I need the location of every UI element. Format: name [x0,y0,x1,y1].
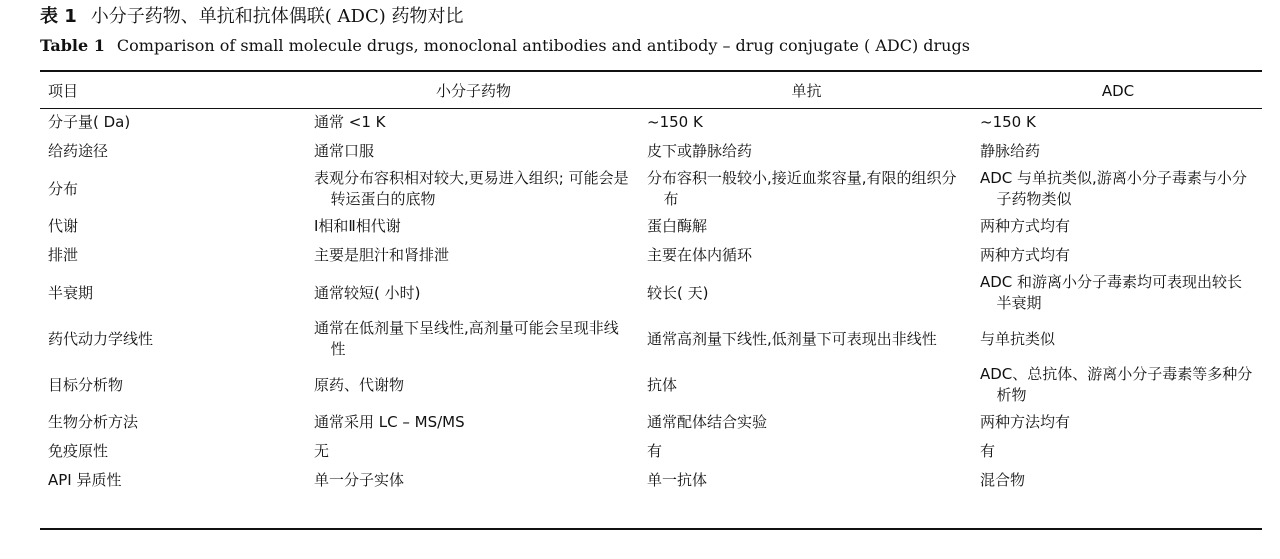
table-row [40,437,1262,466]
table-row [40,466,1262,495]
mab-cell [639,166,972,212]
mab-cell: 皮下或静脉给药 [647,142,753,160]
adc-cell [972,166,1262,212]
table-row [40,316,1262,362]
small-molecule-cell: 通常较短( 小时) [314,283,421,302]
mab-cell: ~150 K [647,113,703,131]
small-molecule-cell: 单一分子实体 [314,471,405,489]
column-header-mab: 单抗 [791,81,822,100]
table-label-chinese: 表 1 [40,6,77,27]
adc-cell [972,270,1262,316]
cell-text: ADC 与单抗类似,游离小分子毒素与小分子药物类似 [980,169,1247,208]
small-molecule-cell: Ⅰ相和Ⅱ相代谢 [314,217,401,235]
table-row [40,241,1262,270]
table-title-english: Comparison of small molecule drugs, monoclonal antibodies and antibody – drug conjugate ( ADC) drugs [116,36,970,55]
adc-cell: 静脉给药 [980,142,1041,160]
row-label-cell: 排泄 [48,246,79,264]
table-header-row [40,74,1262,108]
adc-cell: 两种方式均有 [980,246,1071,264]
comparison-table [40,74,1262,495]
table-label-english: Table 1 [40,36,105,55]
table-caption-english [40,35,970,57]
cell-text: 分布容积一般较小,接近血浆容量,有限的组织分布 [647,169,957,208]
adc-cell: ~150 K [980,113,1036,131]
row-label-cell: API 异质性 [48,471,122,489]
row-label-cell: 目标分析物 [48,375,124,394]
table-row [40,362,1262,408]
row-label-cell: 分子量( Da) [48,113,131,131]
small-molecule-cell: 通常口服 [314,142,375,160]
row-label-cell: 生物分析方法 [48,413,139,431]
mab-cell: 主要在体内循环 [647,246,753,264]
table-row [40,212,1262,241]
adc-cell: 两种方式均有 [980,217,1071,235]
table-row [40,166,1262,212]
adc-cell: 有 [980,442,996,460]
column-header-small-molecule: 小分子药物 [435,81,511,100]
small-molecule-cell: 原药、代谢物 [314,375,405,394]
mab-cell [639,316,972,362]
small-molecule-cell [306,316,639,362]
small-molecule-cell [306,166,639,212]
row-label-cell: 免疫原性 [48,442,109,460]
row-label-cell: 给药途径 [48,142,109,160]
table-row [40,270,1262,316]
cell-text: ADC、总抗体、游离小分子毒素等多种分析物 [980,365,1253,404]
row-label-cell: 药代动力学线性 [48,329,154,348]
cell-text: ADC 和游离小分子毒素均可表现出较长半衰期 [980,273,1243,312]
mab-cell: 单一抗体 [647,471,708,489]
table-caption-chinese [40,5,464,29]
mab-cell: 有 [647,442,663,460]
table-row [40,108,1262,137]
row-label-cell: 分布 [48,179,79,198]
table-title-chinese: 小分子药物、单抗和抗体偶联( ADC) 药物对比 [90,6,464,27]
row-label-cell: 半衰期 [48,283,94,302]
adc-cell: 与单抗类似 [980,329,1056,348]
mab-cell: 较长( 天) [647,283,709,302]
adc-cell [972,362,1262,408]
column-header-adc: ADC [1101,81,1135,100]
cell-text: 通常高剂量下线性,低剂量下可表现出非线性 [647,329,937,348]
small-molecule-cell: 通常 <1 K [314,113,386,131]
table-row [40,408,1262,437]
small-molecule-cell: 主要是胆汁和肾排泄 [314,246,450,264]
table-bottom-rule [40,528,1262,530]
mab-cell: 蛋白酶解 [647,217,708,235]
adc-cell: 两种方法均有 [980,413,1071,431]
cell-text: 通常在低剂量下呈线性,高剂量可能会呈现非线性 [314,319,619,358]
row-label-cell: 代谢 [48,217,79,235]
table-top-rule [40,70,1262,72]
mab-cell: 抗体 [647,375,678,394]
table-row [40,137,1262,166]
mab-cell: 通常配体结合实验 [647,413,768,431]
column-header-item: 项目 [48,81,79,100]
adc-cell: 混合物 [980,471,1026,489]
small-molecule-cell: 无 [314,442,330,460]
cell-text: 表观分布容积相对较大,更易进入组织; 可能会是转运蛋白的底物 [314,169,629,208]
small-molecule-cell: 通常采用 LC – MS/MS [314,413,465,431]
